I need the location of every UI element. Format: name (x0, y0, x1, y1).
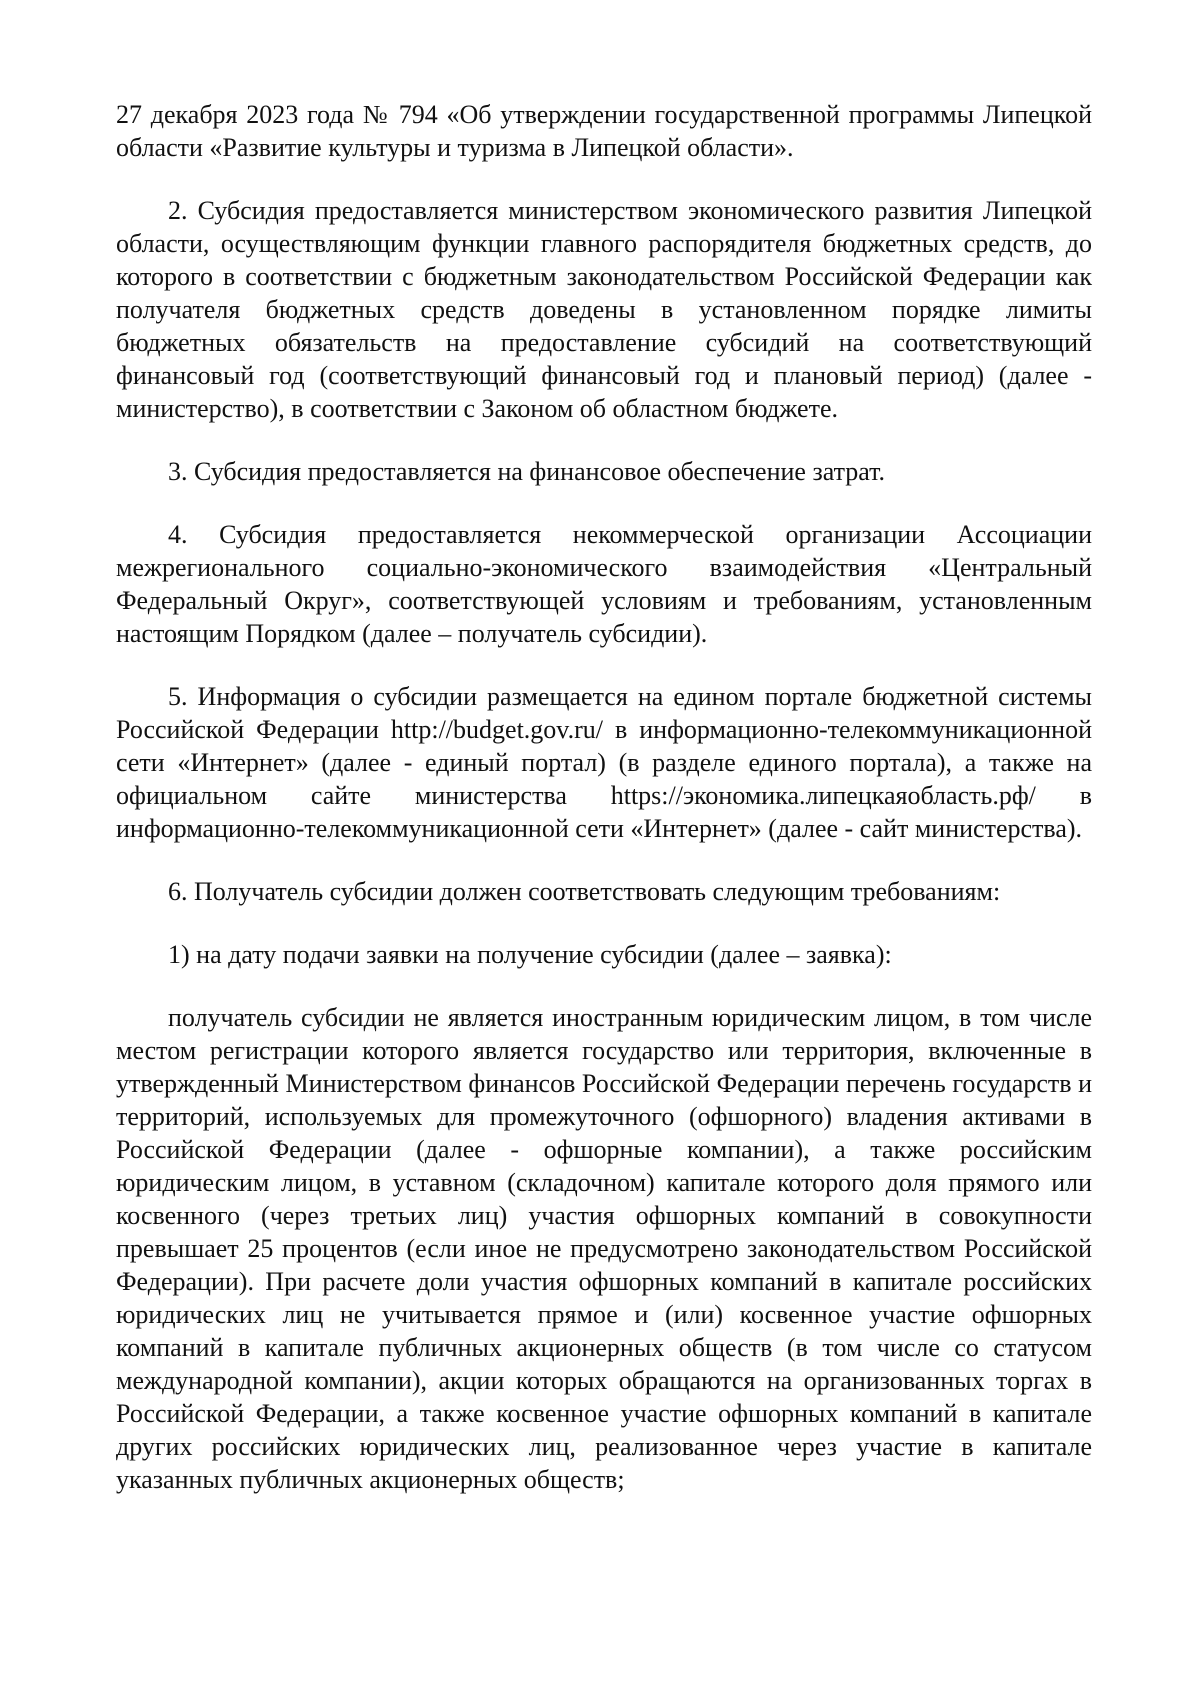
paragraph-continuation: 27 декабря 2023 года № 794 «Об утверждении государственной программы Липецкой области «Развитие культуры и туризма в Липецкой области». (116, 100, 1092, 162)
paragraph-3: 3. Субсидия предоставляется на финансовое обеспечение затрат. (168, 457, 886, 486)
paragraph-4: 4. Субсидия предоставляется некоммерческой организации Ассоциации межрегионального социально-экономического взаимодействия «Центральный Федеральный Округ», соответствующей условиям и требованиям, установленным настоящим Порядком (далее – получатель субсидии). (116, 520, 1092, 648)
paragraph-2: 2. Субсидия предоставляется министерством экономического развития Липецкой области, осуществляющим функции главного распорядителя бюджетных средств, до которого в соответствии с бюджетным законодательством Российской Федерации как получателя бюджетных средств доведены в установленном порядке лимиты бюджетных обязательств на предоставление субсидий на соответствующий финансовый год (соответствующий финансовый год и плановый период) (далее - министерство), в соответствии с Законом об областном бюджете. (116, 196, 1092, 423)
paragraph-6-1: 1) на дату подачи заявки на получение субсидии (далее – заявка): (168, 940, 892, 969)
paragraph-offshore: получатель субсидии не является иностранным юридическим лицом, в том числе местом регистрации которого является государство или территория, включенные в утвержденный Министерством финансов Российской Федерации перечень государств и территорий, используемых для промежуточного (офшорного) владения активами в Российской Федерации (далее - офшорные компании), а также российским юридическим лицом, в уставном (складочном) капитале которого доля прямого или косвенного (через третьих лиц) участия офшорных компаний в совокупности превышает 25 процентов (если иное не предусмотрено законодательством Российской Федерации). При расчете доли участия офшорных компаний в капитале российских юридических лиц не учитывается прямое и (или) косвенное участие офшорных компаний в капитале публичных акционерных обществ (в том числе со статусом международной компании), акции которых обращаются на организованных торгах в Российской Федерации, а также косвенное участие офшорных компаний в капитале других российских юридических лиц, реализованное через участие в капитале указанных публичных акционерных обществ; (116, 1003, 1092, 1494)
paragraph-6: 6. Получатель субсидии должен соответствовать следующим требованиям: (168, 877, 1001, 906)
paragraph-5: 5. Информация о субсидии размещается на едином портале бюджетной системы Российской Федерации http://budget.gov.ru/ в информационно-телекоммуникационной сети «Интернет» (далее - единый портал) (в разделе единого портала), а также на официальном сайте министерства https://экономика.липецкаяобласть.рф/ в информационно-телекоммуникационной сети «Интернет» (далее - сайт министерства). (116, 682, 1092, 843)
